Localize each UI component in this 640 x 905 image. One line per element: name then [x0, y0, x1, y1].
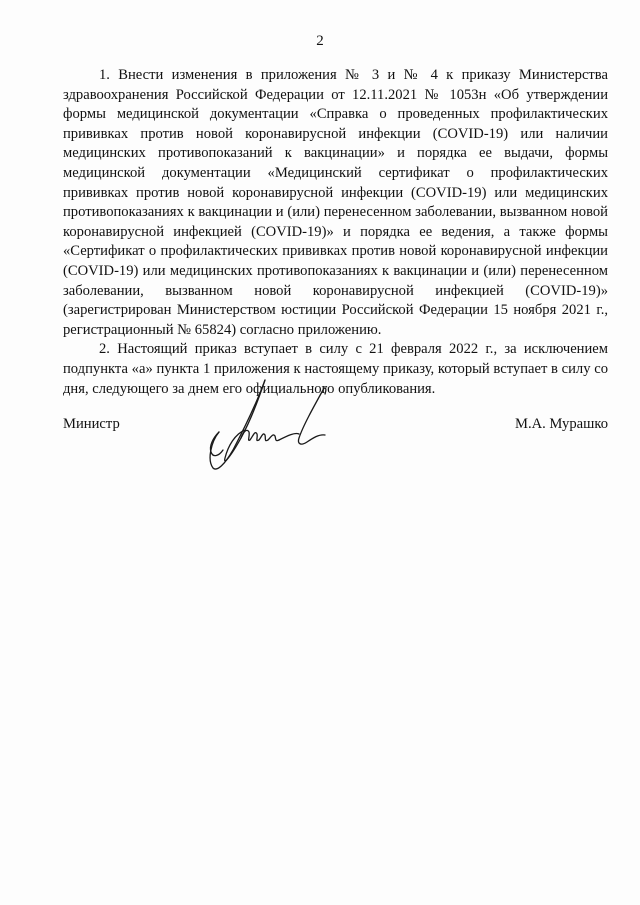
signatory-title: Министр [63, 416, 120, 432]
page-number: 2 [316, 33, 324, 49]
document-body [63, 66, 608, 399]
signature-block [63, 416, 608, 438]
paragraph-2: 2. Настоящий приказ вступает в силу с 21 февраля 2022 г., за исключением подпункта «а» пункта 1 приложения к настоящему приказу, который вступает в силу со дня, следующего за днем его официального опубликования. [63, 341, 608, 397]
signatory-name: М.А. Мурашко [514, 416, 608, 432]
handwritten-signature [195, 372, 335, 482]
paragraph-1: 1. Внести изменения в приложения № 3 и № 4 к приказу Министерства здравоохранения Российской Федерации от 12.11.2021 № 1053н «Об утверждении формы медицинской документации «Справка о проведенных профилактических прививках против новой коронавирусной инфекции (COVID-19) или наличии медицинских противопоказаний к вакцинации» и порядка ее выдачи, формы медицинской документации «Медицинский сертификат о профилактических прививках против новой коронавирусной инфекции (COVID-19) или медицинских противопоказаниях к вакцинации и (или) перенесенном заболевании, вызванном новой коронавирусной инфекцией (COVID-19)» и порядка ее ведения, а также формы «Сертификат о профилактических прививках против новой коронавирусной инфекции (COVID-19) или медицинских противопоказаниях к вакцинации и (или) перенесенном заболевании, вызванном новой коронавирусной инфекцией (COVID-19)» (зарегистрирован Министерством юстиции Российской Федерации 15 ноября 2021 г., регистрационный № 65824) согласно приложению. [63, 67, 608, 338]
